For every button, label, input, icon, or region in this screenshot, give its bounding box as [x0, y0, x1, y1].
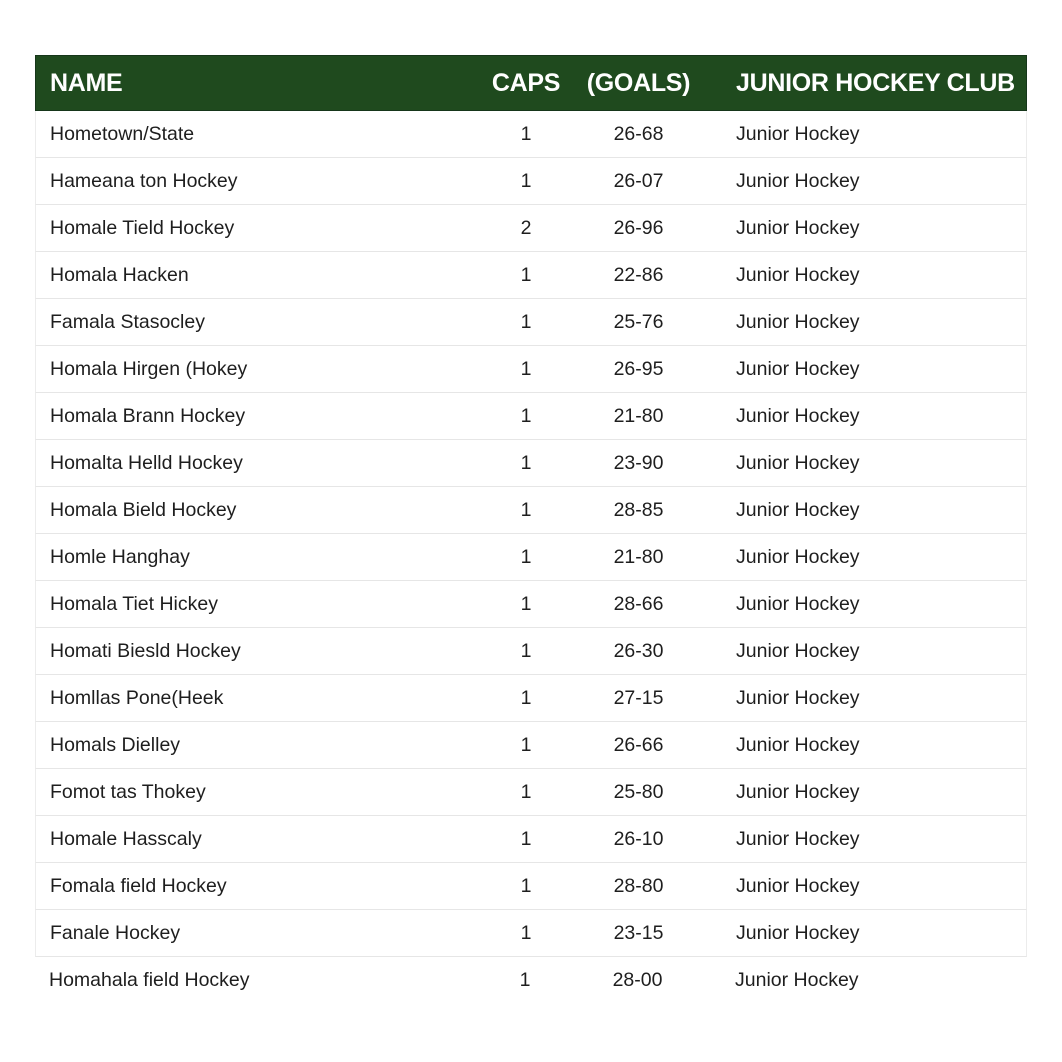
- table-row: [35, 487, 1027, 534]
- cell-caps: 1: [520, 122, 532, 145]
- cell-name: Homala Bield Hockey: [50, 498, 237, 521]
- cell-caps: 1: [520, 404, 532, 427]
- roster-table: [35, 55, 1027, 1004]
- cell-club: Junior Hockey: [736, 780, 860, 803]
- cell-name: Famala Stasocley: [50, 310, 205, 333]
- cell-goals: 28-80: [613, 874, 664, 897]
- cell-name: Homahala field Hockey: [49, 969, 250, 991]
- table-row: [35, 346, 1027, 393]
- table-row: [35, 581, 1027, 628]
- cell-goals: 26-10: [613, 827, 664, 850]
- cell-caps: 1: [520, 310, 532, 333]
- cell-goals: 28-66: [613, 592, 664, 615]
- cell-name: Homale Hasscaly: [50, 827, 202, 850]
- cell-goals: 26-95: [613, 357, 664, 380]
- cell-goals: 26-66: [613, 733, 664, 756]
- table-row: [35, 675, 1027, 722]
- cell-caps: 1: [520, 451, 532, 474]
- cell-club: Junior Hockey: [736, 921, 860, 944]
- cell-club: Junior Hockey: [736, 686, 860, 709]
- cell-club: Junior Hockey: [736, 451, 860, 474]
- cell-goals: 27-15: [613, 686, 664, 709]
- cell-club: Junior Hockey: [736, 263, 860, 286]
- table-row: [35, 205, 1027, 252]
- table-row: [35, 769, 1027, 816]
- cell-caps: 1: [520, 357, 532, 380]
- cell-goals: 28-85: [613, 498, 664, 521]
- cell-name: Fanale Hockey: [50, 921, 181, 944]
- cell-goals: 26-07: [613, 169, 664, 192]
- table-row: [35, 111, 1027, 158]
- cell-caps: 1: [519, 969, 531, 991]
- cell-name: Homala Tiet Hickey: [50, 592, 218, 615]
- cell-name: Homalta Helld Hockey: [50, 451, 243, 474]
- cell-name: Homala Hacken: [50, 263, 189, 286]
- table-row: [35, 957, 1027, 1004]
- table-row: [35, 534, 1027, 581]
- table-body: [35, 111, 1027, 1004]
- table-row: [35, 393, 1027, 440]
- cell-name: Homati Biesld Hockey: [50, 639, 241, 662]
- cell-goals: 21-80: [613, 545, 664, 568]
- table-row: [35, 299, 1027, 346]
- table-row: [35, 722, 1027, 769]
- cell-caps: 1: [520, 498, 532, 521]
- cell-name: Fomot tas Thokey: [50, 780, 206, 803]
- cell-goals: 28-00: [612, 969, 663, 991]
- cell-club: Junior Hockey: [736, 827, 860, 850]
- cell-caps: 1: [520, 780, 532, 803]
- cell-caps: 1: [520, 921, 532, 944]
- cell-caps: 2: [520, 216, 532, 239]
- table-row: [35, 440, 1027, 487]
- cell-goals: 23-90: [613, 451, 664, 474]
- cell-caps: 1: [520, 733, 532, 756]
- cell-name: Homals Dielley: [50, 733, 181, 756]
- cell-name: Homala Hirgen (Hokey: [50, 357, 248, 380]
- cell-caps: 1: [520, 874, 532, 897]
- cell-club: Junior Hockey: [736, 357, 860, 380]
- cell-goals: 22-86: [613, 263, 664, 286]
- cell-caps: 1: [520, 545, 532, 568]
- table-row: [35, 816, 1027, 863]
- cell-club: Junior Hockey: [736, 874, 860, 897]
- cell-caps: 1: [520, 169, 532, 192]
- cell-caps: 1: [520, 263, 532, 286]
- cell-club: Junior Hockey: [736, 404, 860, 427]
- cell-club: Junior Hockey: [735, 969, 859, 991]
- cell-name: Homala Brann Hockey: [50, 404, 246, 427]
- cell-club: Junior Hockey: [736, 639, 860, 662]
- cell-goals: 25-80: [613, 780, 664, 803]
- cell-goals: 25-76: [613, 310, 664, 333]
- column-header-name[interactable]: NAME: [50, 68, 123, 97]
- cell-caps: 1: [520, 686, 532, 709]
- cell-goals: 26-68: [613, 122, 664, 145]
- column-header-club[interactable]: JUNIOR HOCKEY CLUB: [736, 68, 1015, 97]
- cell-name: Homle Hanghay: [50, 545, 190, 568]
- cell-club: Junior Hockey: [736, 592, 860, 615]
- cell-goals: 23-15: [613, 921, 664, 944]
- column-header-goals[interactable]: (GOALS): [586, 68, 691, 97]
- cell-goals: 26-96: [613, 216, 664, 239]
- cell-club: Junior Hockey: [736, 310, 860, 333]
- table-row: [35, 863, 1027, 910]
- cell-club: Junior Hockey: [736, 169, 860, 192]
- cell-name: Homale Tield Hockey: [50, 216, 235, 239]
- cell-caps: 1: [520, 592, 532, 615]
- column-header-caps[interactable]: CAPS: [491, 68, 561, 97]
- cell-club: Junior Hockey: [736, 733, 860, 756]
- table-row: [35, 158, 1027, 205]
- table-row: [35, 628, 1027, 675]
- cell-club: Junior Hockey: [736, 545, 860, 568]
- cell-club: Junior Hockey: [736, 498, 860, 521]
- cell-name: Hometown/State: [50, 122, 195, 145]
- cell-goals: 26-30: [613, 639, 664, 662]
- cell-caps: 1: [520, 827, 532, 850]
- cell-goals: 21-80: [613, 404, 664, 427]
- cell-name: Hameana ton Hockey: [50, 169, 238, 192]
- table-row: [35, 252, 1027, 299]
- cell-caps: 1: [520, 639, 532, 662]
- cell-name: Fomala field Hockey: [50, 874, 227, 897]
- cell-club: Junior Hockey: [736, 216, 860, 239]
- table-row: [35, 910, 1027, 957]
- cell-club: Junior Hockey: [736, 122, 860, 145]
- cell-name: Homllas Pone(Heek: [50, 686, 224, 709]
- table-header: [35, 55, 1027, 111]
